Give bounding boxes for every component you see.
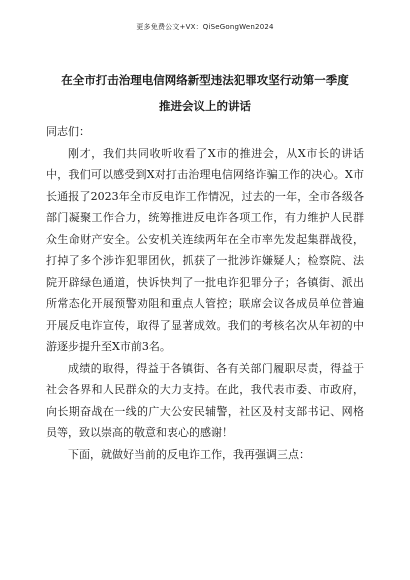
document-title-line-2: 推进会议上的讲话 [159, 99, 251, 113]
document-title-line-1: 在全市打击治理电信网络新型违法犯罪攻坚行动第一季度 [61, 73, 349, 87]
document-body [46, 121, 364, 465]
paragraph-2: 成绩的取得，得益于各镇街、各有关部门履职尽责，得益于社会各界和人民群众的大力支持。在此，我代表市委、市政府，向长期奋战在一线的广大公安民辅警，社区及村支部书记、网格员等，致以崇高的敬意和衷心的感谢！ [46, 361, 364, 439]
paragraph-3: 下面，就做好当前的反电诈工作，我再强调三点： [68, 447, 310, 461]
paragraph-1: 刚才，我们共同收听收看了X市的推进会，从X市长的讲话中，我们可以感受到X对打击治理电信网络诈骗工作的决心。X市长通报了2023年全市反电诈工作情况，过去的一年，全市各级各部门凝聚工作合力，统筹推进反电诈各项工作，有力维护人民群众生命财产安全。公安机关连续两年在全市率先发起集群战役，打掉了多个涉诈犯罪团伙，抓获了一批涉诈嫌疑人；检察院、法院开辟绿色通道，快诉快判了一批电诈犯罪分子；各镇街、派出所常态化开展预警劝阻和重点人管控；联席会议各成员单位普遍开展反电诈宣传，取得了显著成效。我们的考核名次从年初的中游逐步提升至X市前3名。 [46, 146, 364, 353]
header-note: 更多免费公文+VX：QiSeGongWen2024 [136, 23, 274, 31]
salutation: 同志们： [46, 125, 90, 138]
